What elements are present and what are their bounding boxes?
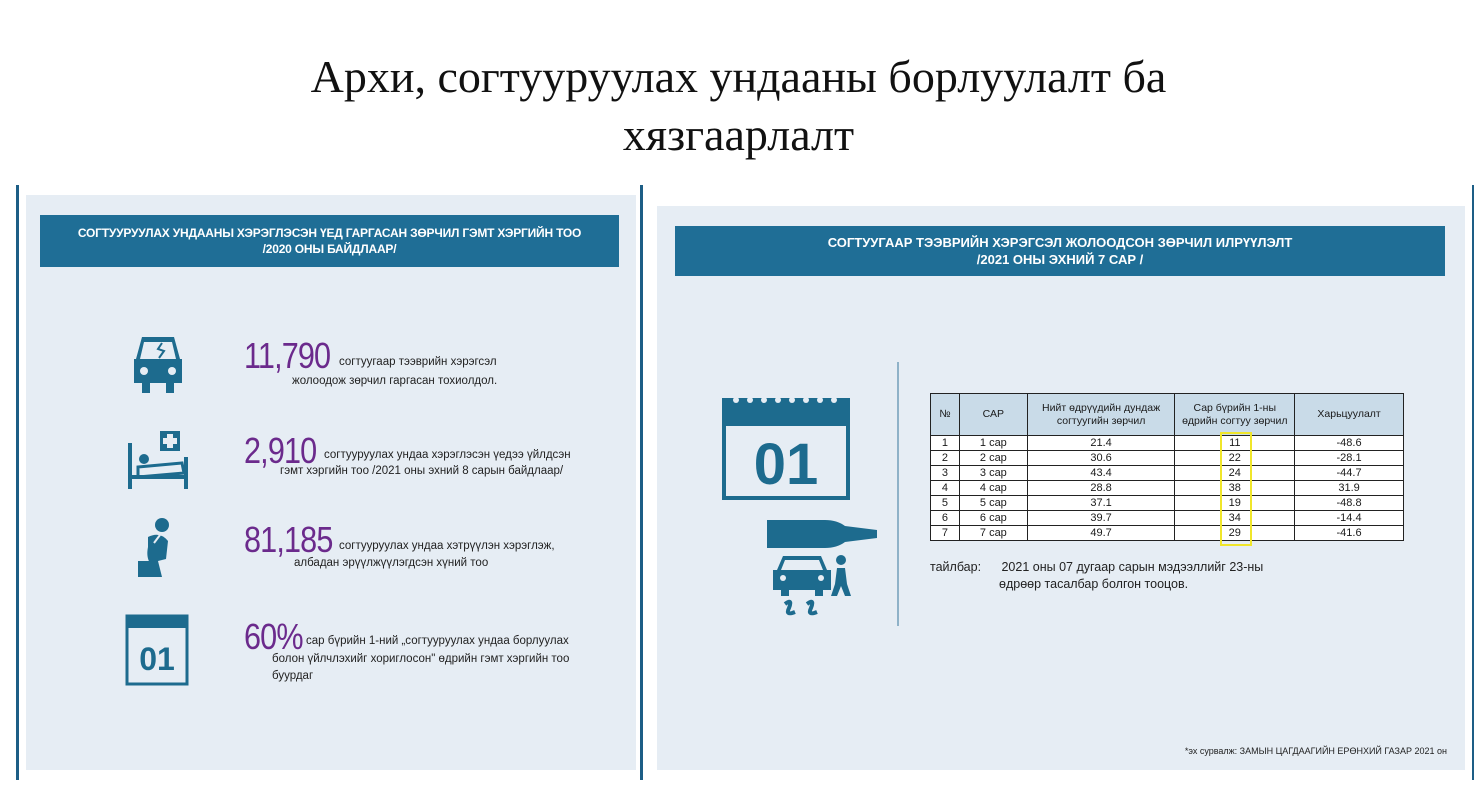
table-row: [931, 481, 1404, 496]
source-note: *эх сурвалж: ЗАМЫН ЦАГДААГИЙН ЕРӨНХИЙ ГАЗАР 2021 он: [1184, 746, 1447, 756]
cell-no: 6: [931, 511, 960, 526]
stat-desc-line2: жолоодож зөрчил гаргасан тохиолдол.: [292, 375, 498, 387]
slide-title-line2: хязгаарлалт: [622, 109, 855, 160]
cell-first-day: 22: [1175, 451, 1295, 466]
stat-desc-line1: сар бүрийн 1-ний „согтууруулах ундаа борлуулах: [306, 635, 569, 647]
cell-compare: -28.1: [1295, 451, 1404, 466]
cell-no: 3: [931, 466, 960, 481]
right-banner: [675, 226, 1445, 276]
cell-no: 1: [931, 436, 960, 451]
right-banner-line2: /2021 ОНЫ ЭХНИЙ 7 САР /: [976, 252, 1144, 267]
cell-avg: 28.8: [1027, 481, 1175, 496]
cell-avg: 43.4: [1027, 466, 1175, 481]
cell-compare: -14.4: [1295, 511, 1404, 526]
stat-desc-line3: буурдаг: [272, 670, 314, 682]
cell-month: 5 сар: [959, 496, 1027, 511]
table-row: [931, 526, 1404, 541]
cell-first-day: 24: [1175, 466, 1295, 481]
stat-drunk-driving: [244, 335, 498, 387]
middle-border-line: [640, 185, 643, 780]
stat-value: 60%: [244, 616, 303, 657]
right-banner-line1: СОГТУУГААР ТЭЭВРИЙН ХЭРЭГСЭЛ ЖОЛООДСОН ЗӨРЧИЛ ИЛРҮҮЛЭЛТ: [827, 235, 1293, 250]
stat-desc-line1: согтууруулах ундаа хэтрүүлэн хэрэглэж,: [339, 540, 555, 552]
cell-month: 3 сар: [959, 466, 1027, 481]
left-border-line: [16, 185, 19, 780]
table-row: [931, 496, 1404, 511]
note-line1: 2021 оны 07 дугаар сарын мэдээллийг 23-ны: [1001, 560, 1264, 574]
stat-desc-line2: болон үйлчлэхийг хориглосон" өдрийн гэмт хэргийн тоо: [272, 653, 570, 665]
cell-compare: -48.6: [1295, 436, 1404, 451]
cell-compare: -41.6: [1295, 526, 1404, 541]
cell-avg: 30.6: [1027, 451, 1175, 466]
table-row: [931, 451, 1404, 466]
cell-compare: -44.7: [1295, 466, 1404, 481]
table-row: [931, 436, 1404, 451]
left-banner: [40, 215, 619, 267]
car-crash-icon: [132, 333, 184, 400]
stat-desc-line1: согтууруулах ундаа хэрэглэсэн үедээ үйлдсэн: [324, 449, 571, 461]
stat-percent: [244, 616, 570, 682]
cell-first-day: 34: [1175, 511, 1295, 526]
stat-detox: [244, 519, 555, 569]
cell-compare: 31.9: [1295, 481, 1404, 496]
stat-crimes: [244, 430, 571, 477]
note-label: тайлбар:: [930, 560, 982, 574]
left-infographic: [26, 195, 636, 770]
col-header-compare: Харьцуулалт: [1295, 394, 1404, 436]
col-header-month: САР: [959, 394, 1027, 436]
cell-first-day: 38: [1175, 481, 1295, 496]
stat-value: 2,910: [244, 430, 317, 471]
right-border-line: [1472, 185, 1474, 780]
cell-first-day: 11: [1175, 436, 1295, 451]
col-header-first-day: Сар бүрийн 1-ны өдрийн согтуу зөрчил: [1175, 394, 1295, 436]
hospital-bed-icon: [126, 429, 192, 496]
cell-month: 4 сар: [959, 481, 1027, 496]
cell-no: 5: [931, 496, 960, 511]
stat-value: 11,790: [244, 335, 331, 376]
cell-no: 4: [931, 481, 960, 496]
stat-desc-line2: албадан эрүүлжүүлэгдсэн хүний тоо: [294, 557, 489, 569]
table-row: [931, 466, 1404, 481]
cell-avg: 39.7: [1027, 511, 1175, 526]
cell-first-day: 29: [1175, 526, 1295, 541]
calendar-number: 01: [139, 641, 175, 677]
cell-compare: -48.8: [1295, 496, 1404, 511]
cell-month: 6 сар: [959, 511, 1027, 526]
stat-desc-line2: гэмт хэргийн тоо /2021 оны эхний 8 сарын байдлаар/: [280, 465, 564, 477]
cell-avg: 21.4: [1027, 436, 1175, 451]
calendar-icon: [125, 612, 189, 691]
cell-month: 2 сар: [959, 451, 1027, 466]
cell-avg: 49.7: [1027, 526, 1175, 541]
col-header-no: №: [931, 394, 960, 436]
slide-title-line1: Архи, согтууруулах ундааны борлуулалт ба: [310, 51, 1167, 102]
table-note: [930, 559, 1263, 593]
table-row: [931, 511, 1404, 526]
table-header-row: [931, 394, 1404, 436]
cell-avg: 37.1: [1027, 496, 1175, 511]
panel-divider: [897, 362, 899, 626]
drunk-driving-icon: [765, 512, 885, 627]
left-banner-line1: СОГТУУРУУЛАХ УНДААНЫ ХЭРЭГЛЭСЭН ҮЕД ГАРГАСАН ЗӨРЧИЛ ГЭМТ ХЭРГИЙН ТОО: [77, 226, 582, 240]
calendar-large-icon: [722, 392, 852, 507]
stat-desc-line1: согтуугаар тээврийн хэрэгсэл: [339, 356, 497, 368]
slide-title: [0, 48, 1477, 164]
stat-value: 81,185: [244, 519, 333, 560]
sad-person-icon: [136, 517, 176, 584]
col-header-avg: Нийт өдрүүдийн дундаж согтуугийн зөрчил: [1027, 394, 1175, 436]
note-line2: өдрөөр тасалбар болгон тооцов.: [999, 577, 1189, 591]
calendar-large-number: 01: [753, 432, 819, 497]
left-banner-line2: /2020 ОНЫ БАЙДЛААР/: [262, 242, 397, 256]
cell-month: 1 сар: [959, 436, 1027, 451]
violations-table: [930, 393, 1404, 541]
highlight-box: [1220, 432, 1252, 546]
cell-no: 2: [931, 451, 960, 466]
right-infographic: [657, 206, 1465, 770]
cell-month: 7 сар: [959, 526, 1027, 541]
cell-first-day: 19: [1175, 496, 1295, 511]
cell-no: 7: [931, 526, 960, 541]
